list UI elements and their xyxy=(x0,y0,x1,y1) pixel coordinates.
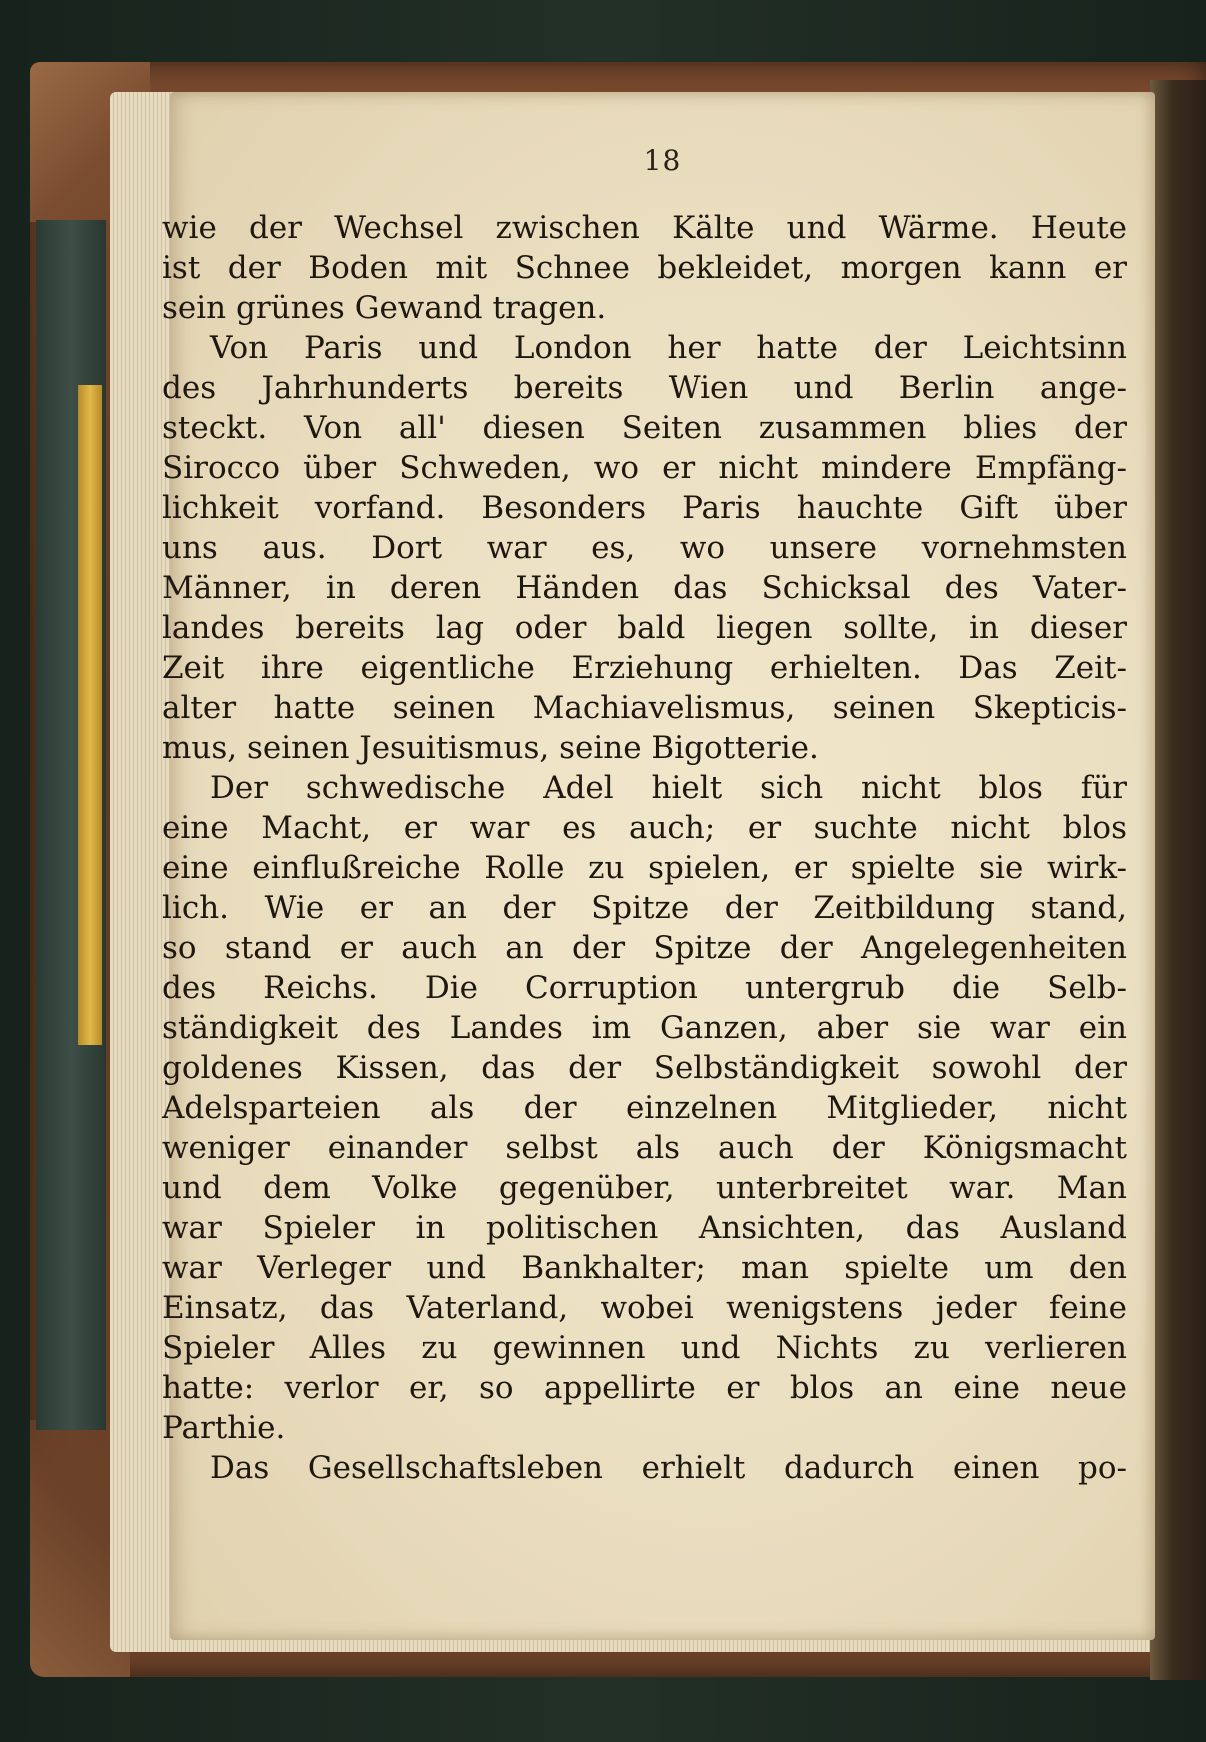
text-line: eine Macht, er war es auch; er suchte nicht blos xyxy=(162,810,1127,846)
text-line: Männer, in deren Händen das Schicksal des Vater- xyxy=(162,570,1127,606)
text-line: war Spieler in politischen Ansichten, das Ausland xyxy=(162,1210,1127,1246)
text-line: ist der Boden mit Schnee bekleidet, morgen kann er xyxy=(162,250,1127,286)
text-line: Das Gesellschaftsleben erhielt dadurch einen po- xyxy=(210,1450,1127,1486)
text-line: des Reichs. Die Corruption untergrub die Selb- xyxy=(162,970,1127,1006)
text-line: wie der Wechsel zwischen Kälte und Wärme. Heute xyxy=(162,210,1127,246)
text-line: weniger einander selbst als auch der Königsmacht xyxy=(162,1130,1127,1166)
text-line: war Verleger und Bankhalter; man spielte um den xyxy=(162,1250,1127,1286)
text-line: des Jahrhunderts bereits Wien und Berlin ange- xyxy=(162,370,1127,406)
text-line: Von Paris und London her hatte der Leichtsinn xyxy=(210,330,1127,366)
text-line: Einsatz, das Vaterland, wobei wenigstens jeder feine xyxy=(162,1290,1127,1326)
book-right-edge xyxy=(1150,80,1206,1680)
text-line: sein grünes Gewand tragen. xyxy=(162,290,607,326)
page-number: 18 xyxy=(643,144,682,177)
page-text xyxy=(162,208,1127,1488)
text-line: lichkeit vorfand. Besonders Paris hauchte Gift über xyxy=(162,490,1127,526)
bookmark-ribbon xyxy=(78,385,102,1045)
text-line: landes bereits lag oder bald liegen sollte, in dieser xyxy=(162,610,1127,646)
text-line: eine einflußreiche Rolle zu spielen, er spielte sie wirk- xyxy=(162,850,1127,886)
text-line: goldenes Kissen, das der Selbständigkeit sowohl der xyxy=(162,1050,1127,1086)
text-line: Der schwedische Adel hielt sich nicht blos für xyxy=(210,770,1127,806)
text-line: Zeit ihre eigentliche Erziehung erhielten. Das Zeit- xyxy=(162,650,1127,686)
text-line: uns aus. Dort war es, wo unsere vornehmsten xyxy=(162,530,1127,566)
text-line: mus, seinen Jesuitismus, seine Bigotterie. xyxy=(162,730,819,766)
text-line: Parthie. xyxy=(162,1410,286,1446)
text-line: Spieler Alles zu gewinnen und Nichts zu verlieren xyxy=(162,1330,1127,1366)
text-line: ständigkeit des Landes im Ganzen, aber sie war ein xyxy=(162,1010,1127,1046)
text-line: lich. Wie er an der Spitze der Zeitbildung stand, xyxy=(162,890,1127,926)
text-line: und dem Volke gegenüber, unterbreitet war. Man xyxy=(162,1170,1127,1206)
text-line: hatte: verlor er, so appellirte er blos an eine neue xyxy=(162,1370,1127,1406)
text-line: Adelsparteien als der einzelnen Mitglieder, nicht xyxy=(162,1090,1127,1126)
text-line: so stand er auch an der Spitze der Angelegenheiten xyxy=(162,930,1127,966)
text-line: Sirocco über Schweden, wo er nicht mindere Empfäng- xyxy=(162,450,1127,486)
text-line: alter hatte seinen Machiavelismus, seinen Skepticis- xyxy=(162,690,1127,726)
text-line: steckt. Von all' diesen Seiten zusammen blies der xyxy=(162,410,1127,446)
